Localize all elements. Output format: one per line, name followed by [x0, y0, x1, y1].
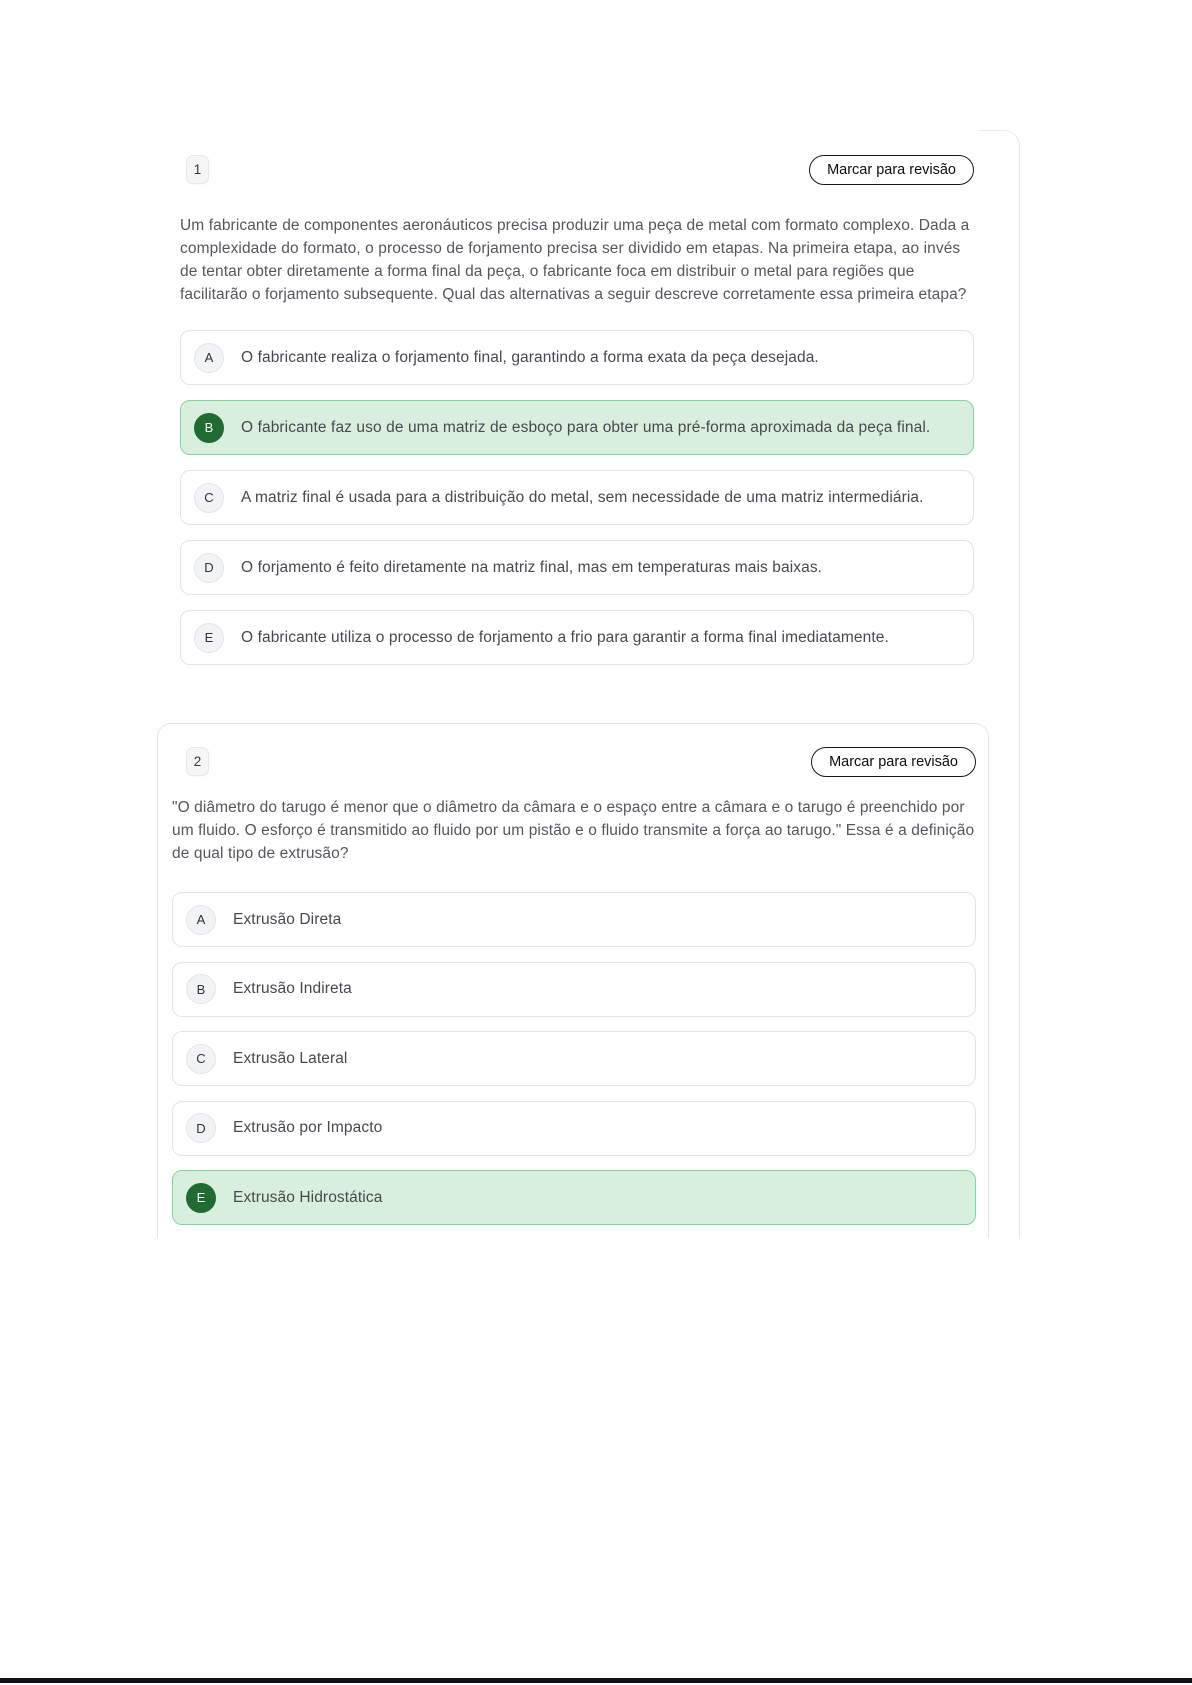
- option-text: O fabricante faz uso de uma matriz de esboço para obter uma pré-forma aproximada da peça final.: [241, 418, 931, 436]
- option-text: O forjamento é feito diretamente na matriz final, mas em temperaturas mais baixas.: [241, 558, 823, 576]
- question-number-badge: 2: [186, 747, 209, 776]
- option-c[interactable]: [172, 1031, 976, 1086]
- question-2: [157, 723, 989, 1238]
- question-2-card-clip: [157, 723, 989, 1238]
- option-letter-badge: C: [186, 1044, 216, 1074]
- option-letter-badge: B: [194, 413, 224, 443]
- option-text: O fabricante realiza o forjamento final, garantindo a forma exata da peça desejada.: [241, 348, 819, 366]
- mark-for-review-button[interactable]: Marcar para revisão: [811, 747, 976, 777]
- option-text: A matriz final é usada para a distribuição do metal, sem necessidade de uma matriz intermediária.: [241, 488, 924, 506]
- question-2-header: [172, 747, 976, 779]
- option-letter-badge: A: [186, 905, 216, 935]
- option-d[interactable]: [180, 540, 974, 595]
- options-list: [172, 892, 976, 1225]
- option-e[interactable]: [180, 610, 974, 665]
- option-text: Extrusão Hidrostática: [233, 1188, 383, 1206]
- option-letter-badge: B: [186, 974, 216, 1004]
- option-letter-badge: A: [194, 343, 224, 373]
- option-b-selected[interactable]: [180, 400, 974, 455]
- question-text: Um fabricante de componentes aeronáuticos precisa produzir uma peça de metal com formato complexo. Dada a complexidade do formato, o processo de forjamento precisa ser dividido em etapas. Na primeira etapa, ao invés de tentar obter diretamente a forma final da peça, o fabricante foca em distribuir o metal para regiões que facilitarão o forjamento subsequente. Qual das alternativas a seguir descreve corretamente essa primeira etapa?: [180, 217, 970, 303]
- option-text: O fabricante utiliza o processo de forjamento a frio para garantir a forma final imediatamente.: [241, 628, 889, 646]
- viewport-bottom-bar: [0, 1678, 1192, 1683]
- option-letter-badge: D: [194, 553, 224, 583]
- options-list: [180, 330, 974, 665]
- option-letter-badge: C: [194, 483, 224, 513]
- option-text: Extrusão por Impacto: [233, 1119, 383, 1136]
- option-text: Extrusão Lateral: [233, 1049, 348, 1067]
- option-letter-badge: E: [194, 623, 224, 653]
- option-a[interactable]: [172, 892, 976, 947]
- option-text: Extrusão Indireta: [233, 980, 352, 997]
- option-a[interactable]: [180, 330, 974, 385]
- option-b[interactable]: [172, 962, 976, 1017]
- option-e-selected[interactable]: [172, 1170, 976, 1225]
- question-text: "O diâmetro do tarugo é menor que o diâmetro da câmara e o espaço entre a câmara e o tarugo é preenchido por um fluido. O esforço é transmitido ao fluido por um pistão e o fluido transmite a força ao tarugo." Essa é a definição de qual tipo de extrusão?: [172, 799, 975, 862]
- option-d[interactable]: [172, 1101, 976, 1156]
- mark-for-review-button[interactable]: Marcar para revisão: [809, 155, 974, 185]
- question-1-header: [180, 155, 974, 187]
- option-text: Extrusão Direta: [233, 910, 342, 928]
- option-c[interactable]: [180, 470, 974, 525]
- option-letter-badge: D: [186, 1113, 216, 1143]
- option-letter-badge: E: [186, 1183, 216, 1213]
- question-1: [180, 155, 974, 680]
- question-number-badge: 1: [186, 155, 209, 184]
